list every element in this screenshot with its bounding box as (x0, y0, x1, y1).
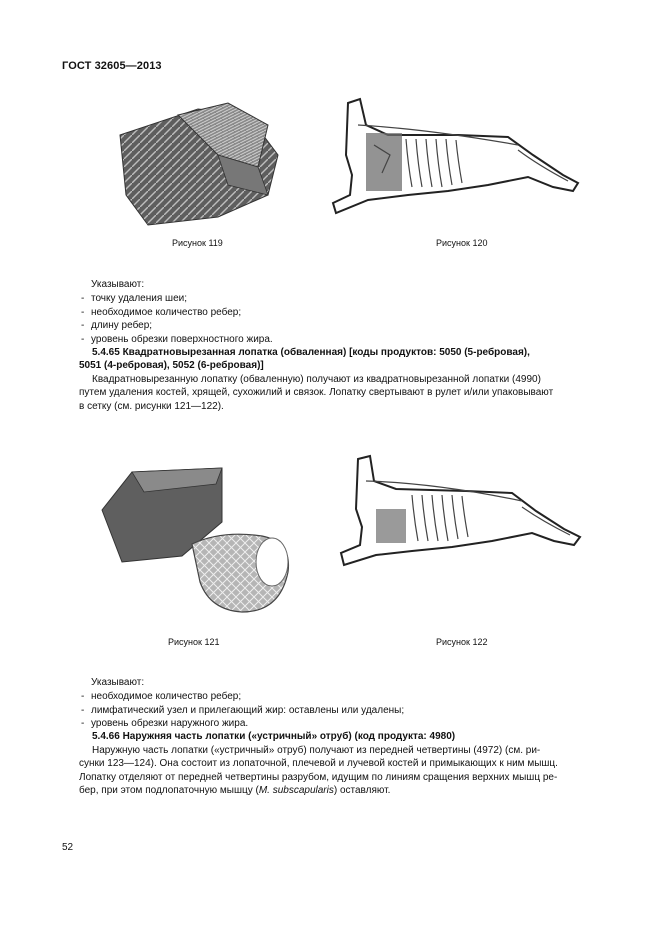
block1-intro: Указывают: (91, 279, 145, 290)
list-item: - длину ребер; (79, 319, 599, 333)
section-5466-body-line3: Лопатку отделяют от передней четвертины разрубом, идущим по линиям сращения верхних мышц ре- (79, 772, 558, 783)
page-number: 52 (62, 842, 74, 853)
body-text: ) оставляют. (333, 785, 391, 796)
document-header: ГОСТ 32605—2013 (62, 60, 162, 72)
figure-122-caption: Рисунок 122 (436, 637, 488, 647)
section-5465-body-line3: в сетку (см. рисунки 121—122). (79, 401, 224, 412)
figure-121-image (92, 462, 312, 622)
figure-121-caption: Рисунок 121 (168, 637, 220, 647)
figure-120-diagram (328, 95, 586, 220)
section-5465-body-line1: Квадратновырезанную лопатку (обваленную) получают из квадратновырезанной лопатки (4990) (92, 374, 541, 385)
figure-119-caption: Рисунок 119 (172, 238, 223, 248)
figure-122-diagram (336, 453, 584, 571)
latin-term: M. subscapularis (258, 785, 334, 796)
list-item: - уровень обрезки наружного жира. (79, 717, 599, 731)
section-5465-heading-line1: 5.4.65 Квадратновырезанная лопатка (обваленная) [коды продуктов: 5050 (5-ребровая), (92, 347, 530, 358)
list-item: - лимфатический узел и прилегающий жир: оставлены или удалены; (79, 704, 599, 718)
figure-119-image (108, 95, 288, 235)
block1-list (79, 292, 599, 346)
block2-intro: Указывают: (91, 677, 145, 688)
section-5466-body-line2: сунки 123—124). Она состоит из лопаточной, плечевой и лучевой костей и примыкающих к ним мышц. (79, 758, 558, 769)
section-5465-body-line2: путем удаления костей, хрящей, сухожилий и связок. Лопатку свертывают в рулет и/или упаковывают (79, 387, 554, 398)
body-text: бер, при этом подлопаточную мышцу ( (79, 785, 259, 796)
section-5465-heading-line2: 5051 (4-ребровая), 5052 (6-ребровая)] (79, 360, 264, 371)
list-item: - уровень обрезки поверхностного жира. (79, 333, 599, 347)
figure-120-caption: Рисунок 120 (436, 238, 488, 248)
list-item: - точку удаления шеи; (79, 292, 599, 306)
section-5466-body-line4 (79, 784, 599, 798)
block2-list (79, 690, 599, 731)
list-item: - необходимое количество ребер; (79, 690, 599, 704)
list-item: - необходимое количество ребер; (79, 306, 599, 320)
section-5466-body-line1: Наружную часть лопатки («устричный» отруб) получают из передней четвертины (4972) (см. ри- (92, 745, 541, 756)
section-5466-heading: 5.4.66 Наружняя часть лопатки («устричный» отруб) (код продукта: 4980) (92, 731, 456, 742)
